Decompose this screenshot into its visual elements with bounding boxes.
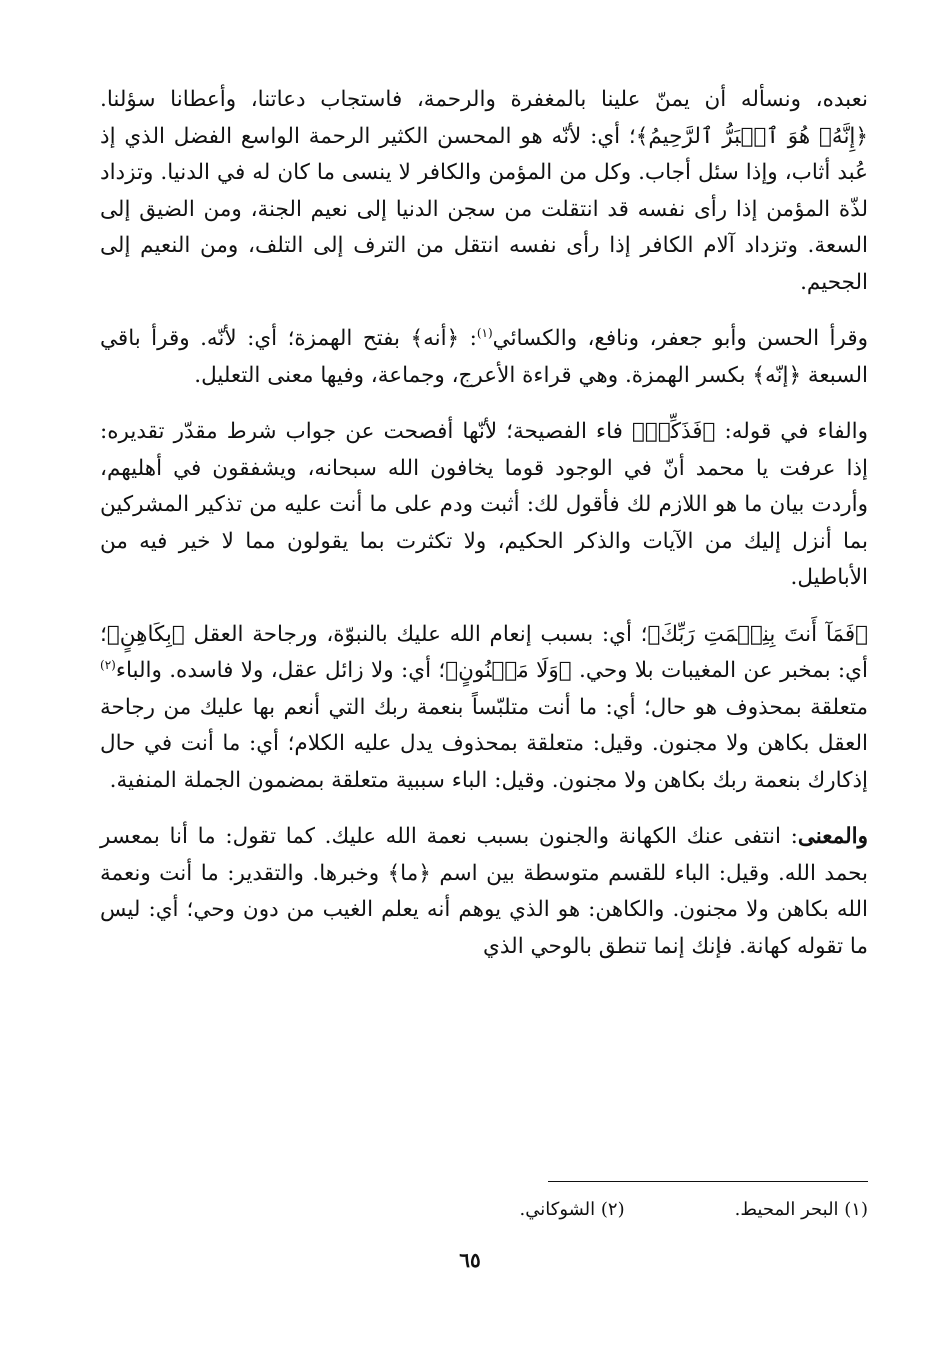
text-run: نعبده، ونسأله أن يمنّ علينا بالمغفرة والرحمة، فاستجاب دعاتنا، وأعطانا سؤلنا. (100, 87, 868, 112)
paragraph-1 (100, 82, 868, 301)
footnote-ref: (٢) (100, 657, 116, 672)
footnote-ref: (١) (476, 325, 493, 340)
quran-quote: ﴿أنه﴾ (410, 326, 460, 351)
text-run: فاء الفصيحة؛ لأنّها أفصحت عن جواب شرط مقدّر تقديره: إذا عرفت يا محمد أنّ في الوجود قوما يخافون الله سبحانه، ويشفقون في أهليهم، وأردت بيان ما هو اللازم لك فأقول لك: أثبت ودم على ما أنت عليه من تذكير المشركين بما أنزل إليك من الآيات والذكر الحكيم، ولا تكثرت بما يقولون مما لا خير فيه من الأباطيل. (100, 419, 868, 590)
paragraph-5 (100, 819, 868, 965)
text-run: وقرأ الحسن وأبو جعفر، ونافع، والكسائي (492, 326, 868, 351)
text-run: ؛ أي: بمخبر عن المغيبات بلا وحي. (100, 621, 868, 683)
text-run: ؛ أي: بسبب إنعام الله عليك بالنبوّة، ورجاحة العقل (184, 621, 648, 647)
text-run: : انتفى عنك الكهانة والجنون بسبب نعمة الله عليك. كما تقول: ما أنا بمعسر بحمد الله. وقيل: الباء للقسم متوسطة بين اسم (100, 824, 868, 886)
footnote-divider (548, 1181, 868, 1182)
footnote-2: (٢) الشوكاني. (519, 1199, 625, 1220)
page-number: ٦٥ (459, 1248, 481, 1272)
text-run: ؛ أي: ولا زائل عقل، ولا فاسده. والباء (115, 658, 446, 683)
footnotes (308, 1196, 868, 1224)
quran-quote: ﴿ما﴾ (387, 860, 431, 886)
text-run: ؛ أي: لأنّه هو المحسن الكثير الرحمة الواسع الفضل الذي إذ عُبد أثاب، وإذا سئل أجاب. وكل من المؤمن والكافر لا ينسى ما كان له في الدنيا. وتزداد لذّة المؤمن إذا رأى نفسه قد انتقلت من سجن الدنيا إلى نعيم الجنة، ومن الضيق إلى السعة. وتزداد آلام الكافر إذا رأى نفسه انتقل من الترف إلى التلف، ومن النعيم إلى الجحيم. (100, 123, 868, 295)
paragraph-2 (100, 321, 868, 394)
paragraph-3 (100, 414, 868, 597)
quran-quote: ﴿إنّه﴾ (752, 362, 802, 388)
quran-quote: ﴿بِكَاهِنٍ﴾ (106, 621, 185, 647)
text-run: : (459, 326, 477, 351)
quran-quote: ﴿وَلَا مَجۡنُونٍ﴾ (445, 658, 572, 683)
quran-quote: ﴿إِنَّهُۥ هُوَ ٱلۡبَرُّ ٱلرَّحِيمُ﴾ (635, 123, 868, 149)
text-run: بفتح الهمزة؛ أي: لأنّه. وقرأ باقي السبعة (100, 326, 868, 388)
paragraph-4 (100, 617, 868, 800)
page-body (100, 70, 868, 985)
bold-term: والمعنى (797, 824, 868, 849)
footnote-1: (١) البحر المحيط. (734, 1199, 868, 1220)
text-run: بكسر الهمزة. وهي قراءة الأعرج، وجماعة، وفيها معنى التعليل. (194, 362, 753, 388)
quran-quote: ﴿فَمَآ أَنتَ بِنِعۡمَتِ رَبِّكَ﴾ (647, 621, 868, 647)
text-run: متعلقة بمحذوف هو حال؛ أي: ما أنت متلبّساً بنعمة ربك التي أنعم بها عليك من رجاحة العقل بكاهن ولا مجنون. وقيل: متعلقة بمحذوف يدل عليه الكلام؛ أي: ما أنت في حال إذكارك بنعمة ربك بكاهن ولا مجنون. وقيل: الباء سببية متعلقة بمضمون الجملة المنفية. (100, 694, 868, 793)
text-run: والفاء في قوله: (715, 419, 868, 444)
quran-quote: ﴿فَذَكِّرۡ﴾ (632, 419, 716, 444)
text-run: وخبرها. والتقدير: ما أنت ونعمة الله بكاهن ولا مجنون. والكاهن: هو الذي يوهم أنه يعلم الغيب من دون وحي؛ أي: ليس ما تقوله كهانة. فإنك إنما تنطق بالوحي الذي (100, 860, 868, 959)
